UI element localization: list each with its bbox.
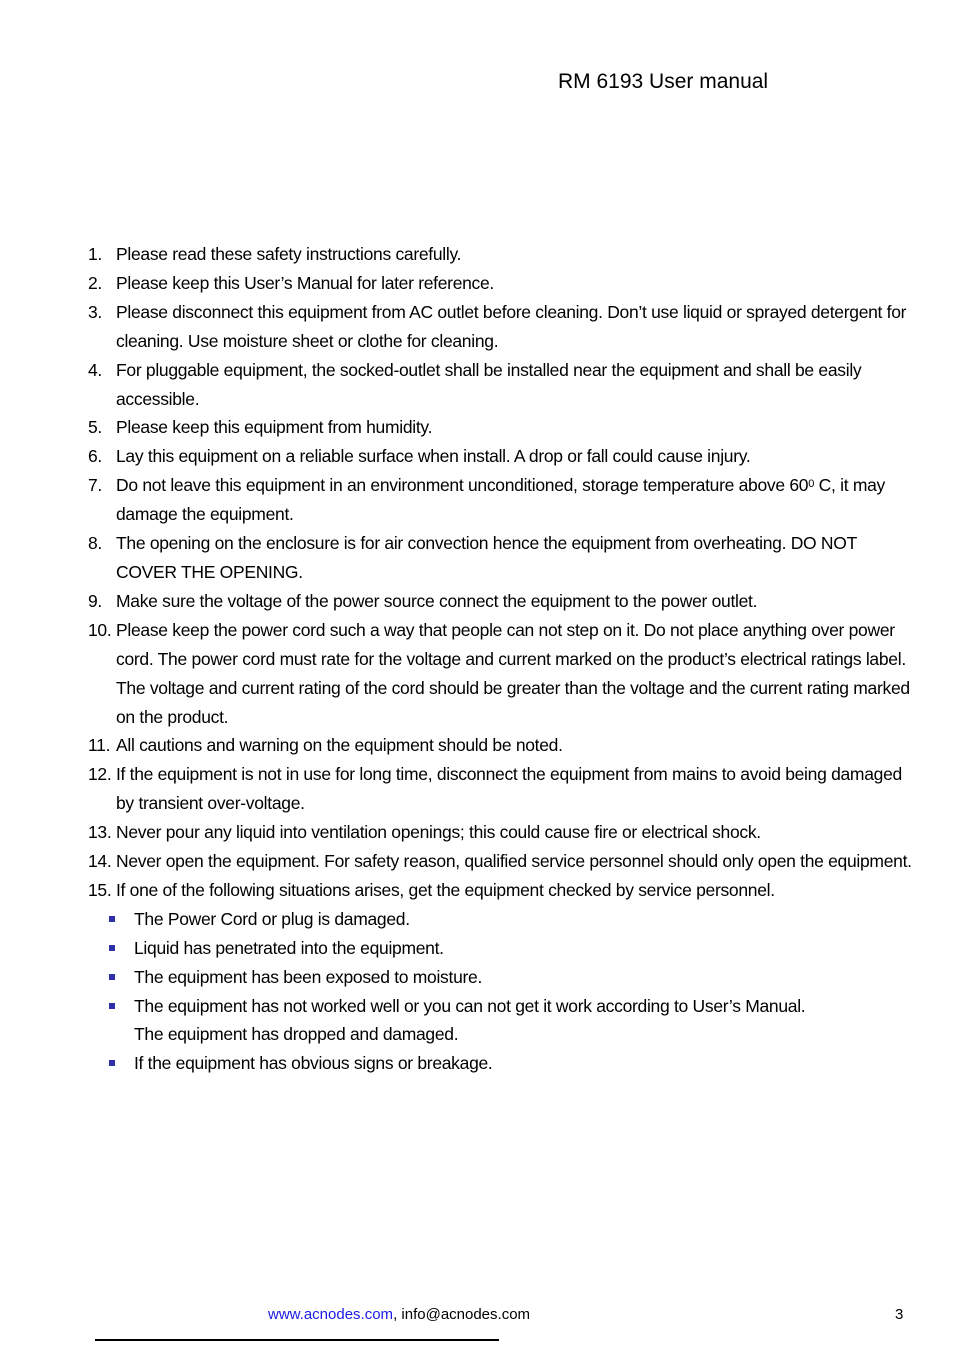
degree-superscript: 0 [808, 478, 815, 491]
list-item [88, 847, 913, 876]
item-text: Never open the equipment. For safety reason, qualified service personnel should only open the equipment. [116, 851, 912, 872]
item-number: 4. [88, 359, 102, 380]
square-bullet-icon [109, 1003, 115, 1009]
bullet-item [88, 905, 913, 934]
bullet-text: The Power Cord or plug is damaged. [134, 908, 410, 929]
item-number: 3. [88, 301, 102, 322]
item-text: Lay this equipment on a reliable surface when install. A drop or fall could cause injury. [116, 446, 751, 467]
item-number: 8. [88, 533, 102, 554]
bullet-item [88, 1049, 913, 1078]
item-number: 7. [88, 475, 102, 496]
safety-instructions-list [88, 240, 913, 1078]
list-item [88, 298, 913, 356]
list-item [88, 442, 913, 471]
item-text: For pluggable equipment, the socked-outlet shall be installed near the equipment and shall be easily accessible. [116, 359, 862, 409]
square-bullet-icon [109, 945, 115, 951]
item-number: 14. [88, 851, 112, 872]
list-item [88, 760, 913, 818]
list-item [88, 876, 913, 905]
item-number: 10. [88, 619, 112, 640]
item-text: All cautions and warning on the equipment should be noted. [116, 735, 563, 756]
square-bullet-icon [109, 974, 115, 980]
item-number: 6. [88, 446, 102, 467]
item-text: Never pour any liquid into ventilation openings; this could cause fire or electrical shock. [116, 822, 761, 843]
item-text: Make sure the voltage of the power source connect the equipment to the power outlet. [116, 590, 758, 611]
bullet-item [88, 992, 913, 1050]
bullet-text: The equipment has not worked well or you can not get it work according to User’s Manual. [134, 995, 806, 1016]
item-number: 11. [88, 735, 111, 756]
item-text-before-superscript: Do not leave this equipment in an environment unconditioned, storage temperature above 60 [116, 475, 809, 496]
footer-divider [95, 1339, 499, 1341]
document-title: RM 6193 User manual [558, 70, 769, 93]
list-item [88, 413, 913, 442]
square-bullet-icon [109, 916, 115, 922]
page-number: 3 [895, 1306, 904, 1323]
footer-separator: , [393, 1306, 402, 1323]
list-item [88, 356, 913, 414]
list-item [88, 616, 913, 732]
item-text: Please disconnect this equipment from AC outlet before cleaning. Don’t use liquid or sprayed detergent for cleaning. Use moisture sheet or clothe for cleaning. [116, 301, 907, 351]
email-address: info@acnodes.com [401, 1306, 531, 1323]
list-item [88, 587, 913, 616]
item-number: 12. [88, 764, 112, 785]
bullet-text-continuation: The equipment has dropped and damaged. [134, 1024, 459, 1045]
bullet-item [88, 963, 913, 992]
item-text: Please keep the power cord such a way that people can not step on it. Do not place anything over power cord. The power cord must rate for the voltage and current marked on the product’s electrical ratings label. The voltage and current rating of the cord should be greater than the voltage and the current rating marked on the product. [116, 619, 910, 727]
bullet-text: Liquid has penetrated into the equipment. [134, 937, 444, 958]
item-text: Please keep this User’s Manual for later reference. [116, 272, 494, 293]
list-item [88, 818, 913, 847]
item-number: 13. [88, 822, 112, 843]
bullet-item [88, 934, 913, 963]
item-text: Please keep this equipment from humidity. [116, 417, 433, 438]
item-text-after-superscript: C, it may damage the equipment. [116, 475, 885, 525]
bullet-text: The equipment has been exposed to moisture. [134, 966, 483, 987]
bullet-text: If the equipment has obvious signs or breakage. [134, 1053, 493, 1074]
item-number: 2. [88, 272, 102, 293]
list-item [88, 529, 913, 587]
item-number: 15. [88, 879, 112, 900]
list-item [88, 269, 913, 298]
square-bullet-icon [109, 1060, 115, 1066]
website-link[interactable]: www.acnodes.com [268, 1306, 394, 1323]
situations-bullet-list [88, 905, 913, 1078]
list-item [88, 731, 913, 760]
item-text: If the equipment is not in use for long time, disconnect the equipment from mains to avoid being damaged by transient over-voltage. [116, 764, 902, 814]
footer-contact [268, 1305, 530, 1325]
list-item [88, 471, 913, 529]
item-text: The opening on the enclosure is for air convection hence the equipment from overheating. DO NOT COVER THE OPENING. [116, 533, 857, 582]
item-number: 1. [88, 244, 102, 264]
item-text: Please read these safety instructions carefully. [116, 244, 462, 264]
item-number: 5. [88, 417, 102, 438]
item-number: 9. [88, 590, 102, 611]
item-text: If one of the following situations arises, get the equipment checked by service personnel. [116, 879, 775, 900]
list-item [88, 240, 913, 269]
